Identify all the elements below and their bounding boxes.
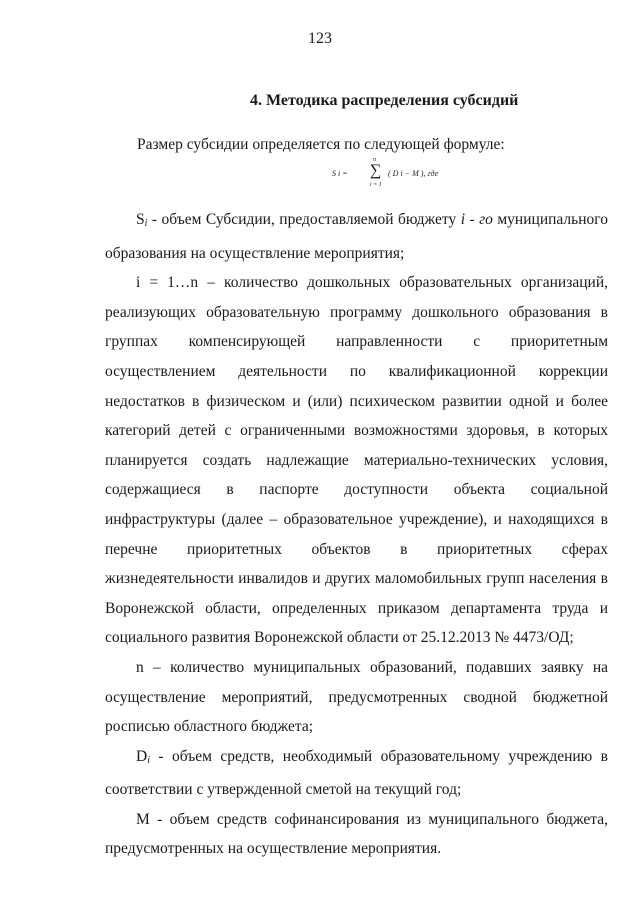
definition-s-italic: i - го — [460, 211, 493, 228]
definition-m: M - объем средств софинансирования из муниципального бюджета, предусмотренных на осуществление мероприятия. — [105, 810, 608, 858]
formula-upper-limit: n — [373, 157, 376, 163]
section-title: 4. Методика распределения субсидий — [250, 92, 519, 109]
formula-rhs: ( D i − M ), где — [388, 169, 439, 178]
definition-s-text-b: муниципального образования на осуществление мероприятия; — [105, 211, 608, 262]
sigma-symbol: ∑ — [370, 162, 382, 179]
formula-lower-limit: i = 1 — [370, 182, 382, 188]
definition-s — [105, 205, 608, 268]
definition-i: i = 1…n – количество дошкольных образовательных организаций, реализующих образовательную программу дошкольного образования в группах компенсирующей направленности с приоритетным осуществлением деятельности по квалификационной коррекции недостатков в физическом и (или) психическом развитии одной и более категорий детей с ограниченными возможностями здоровья, в которых планируется создать надлежащие материально-технических условия, содержащиеся в паспорте доступности объекта социальной инфраструктуры (далее – образовательное учреждение), и находящихся в перечне приоритетных объектов в приоритетных сферах жизнедеятельности инвалидов и других маломобильных групп населения в Воронежской области, определенных приказом департамента труда и социального развития Воронежской области от 25.12.2013 № 4473/ОД; — [105, 274, 608, 647]
definition-d-text: - объем средств, необходимый образовательному учреждению в соответствии с утвержденной сметой на текущий год; — [105, 747, 608, 799]
page-number: 123 — [308, 30, 332, 47]
s-subscript: i — [144, 218, 148, 229]
d-symbol: D — [136, 747, 148, 765]
d-subscript: i — [147, 754, 150, 766]
definition-d — [105, 742, 608, 805]
formula-intro: Размер субсидии определяется по следующей формуле: — [137, 136, 505, 153]
s-symbol: S — [136, 211, 145, 228]
definitions-section — [105, 205, 608, 864]
definition-s-text-a: - объем Субсидии, предоставляемой бюджету — [147, 211, 461, 228]
formula-lhs: S i = — [332, 169, 348, 178]
definition-n: n – количество муниципальных образований, подавших заявку на осуществление мероприятий, предусмотренных сводной бюджетной росписью областного бюджета; — [105, 658, 608, 736]
